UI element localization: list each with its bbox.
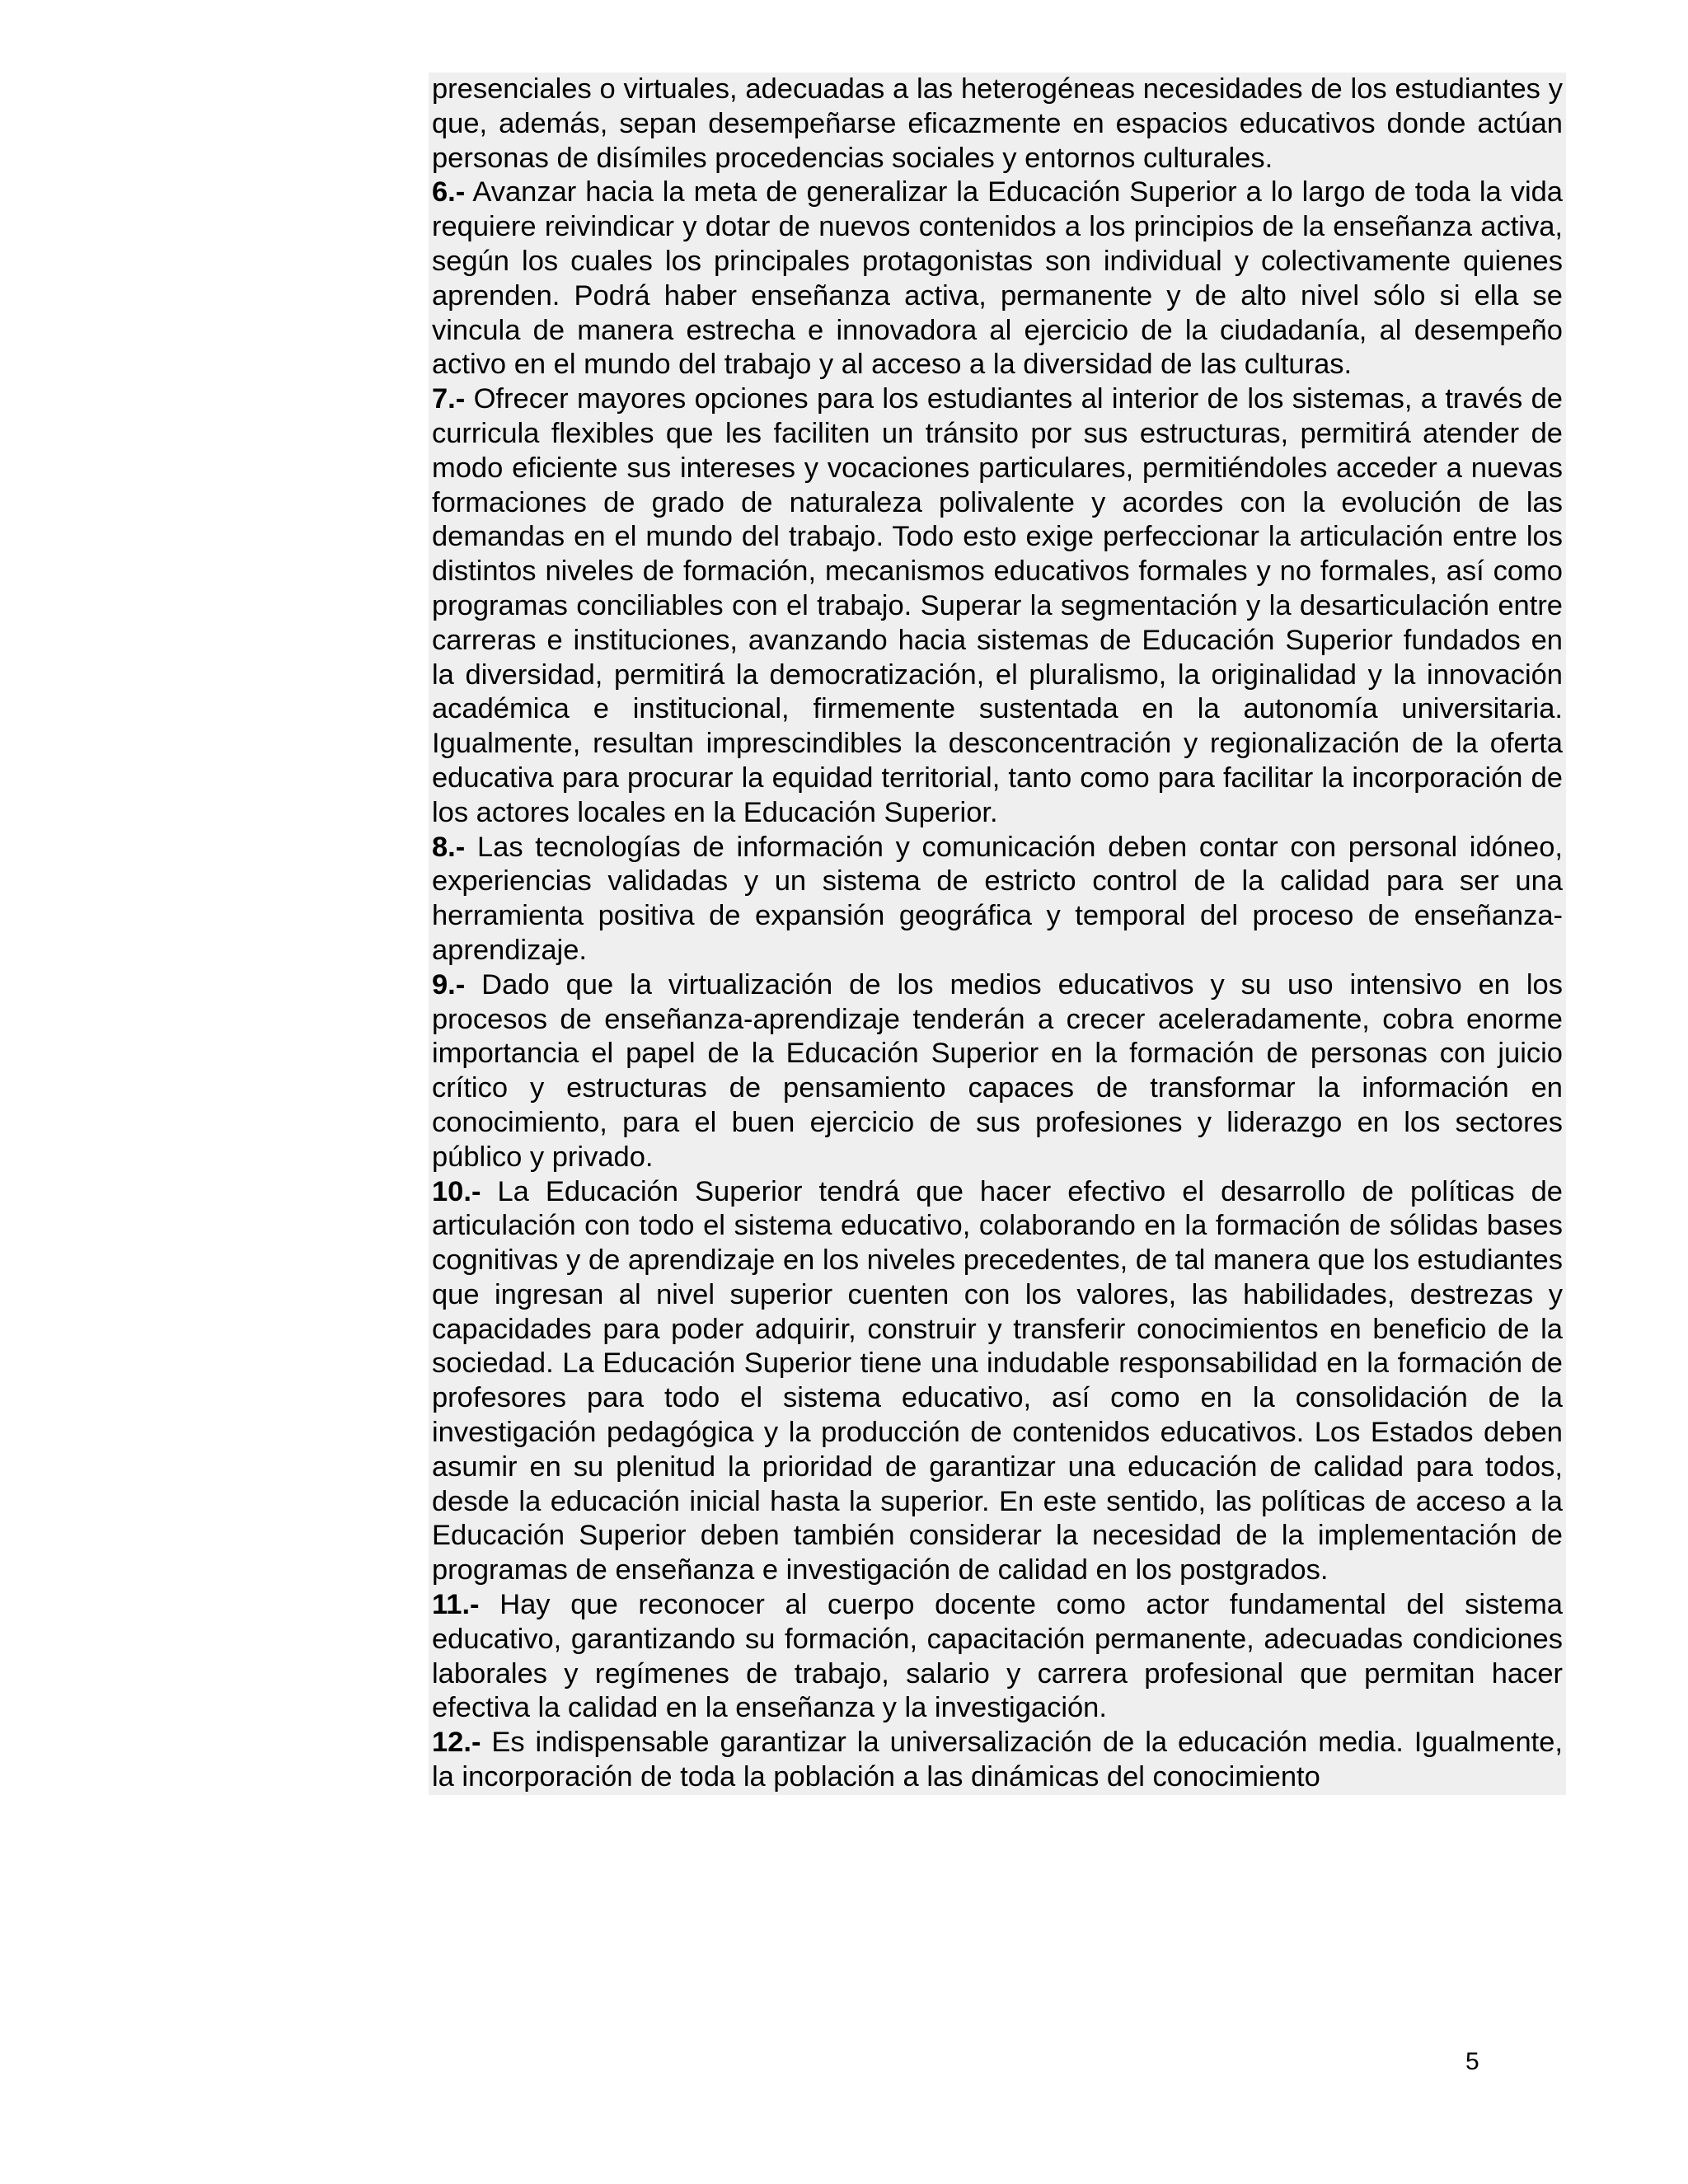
paragraph-number: 7.- (432, 383, 466, 415)
paragraph-10 (429, 1175, 1566, 1589)
paragraph-number: 11.- (432, 1589, 480, 1621)
paragraph-6 (429, 176, 1566, 382)
document-body (429, 73, 1566, 1795)
paragraph-text: Avanzar hacia la meta de generalizar la Educación Superior a lo largo de toda la vida requiere reivindicar y dotar de nuevos contenidos a los principios de la enseñanza activa, según los cuales los principales protagonistas son individual y colectivamente quienes aprenden. Podrá haber enseñanza activa, permanente y de alto nivel sólo si ella se vincula de manera estrecha e innovadora al ejercicio de la ciudadanía, al desempeño activo en el mundo del trabajo y al acceso a la diversidad de las culturas. (432, 176, 1563, 381)
paragraph-text: Ofrecer mayores opciones para los estudiantes al interior de los sistemas, a través de curricula flexibles que les faciliten un tránsito por sus estructuras, permitirá atender de modo eficiente sus intereses y vocaciones particulares, permitiéndoles acceder a nuevas formaciones de grado de naturaleza polivalente y acordes con la evolución de las demandas en el mundo del trabajo. Todo esto exige perfeccionar la articulación entre los distintos niveles de formación, mecanismos educativos formales y no formales, así como programas conciliables con el trabajo. Superar la segmentación y la desarticulación entre carreras e instituciones, avanzando hacia sistemas de Educación Superior fundados en la diversidad, permitirá la democratización, el pluralismo, la originalidad y la innovación académica e institucional, firmemente sustentada en la autonomía universitaria. Igualmente, resultan imprescindibles la desconcentración y regionalización de la oferta educativa para procurar la equidad territorial, tanto como para facilitar la incorporación de los actores locales en la Educación Superior. (432, 383, 1563, 828)
paragraph-number: 9.- (432, 968, 466, 1001)
paragraph-text: Es indispensable garantizar la universalización de la educación media. Igualmente, la incorporación de toda la población a las dinámicas del conocimiento (432, 1727, 1563, 1793)
paragraph-continuation (429, 73, 1566, 176)
paragraph-12 (429, 1726, 1566, 1795)
paragraph-7 (429, 382, 1566, 830)
paragraph-text: Las tecnologías de información y comunicación deben contar con personal idóneo, experiencias validadas y un sistema de estricto control de la calidad para ser una herramienta positiva de expansión geográfica y temporal del proceso de enseñanza- aprendizaje. (432, 831, 1563, 966)
paragraph-number: 12.- (432, 1727, 481, 1759)
paragraph-text: La Educación Superior tendrá que hacer efectivo el desarrollo de políticas de articulación con todo el sistema educativo, colaborando en la formación de sólidas bases cognitivas y de aprendizaje en los niveles precedentes, de tal manera que los estudiantes que ingresan al nivel superior cuenten con los valores, las habilidades, destrezas y capacidades para poder adquirir, construir y transferir conocimientos en beneficio de la sociedad. La Educación Superior tiene una indudable responsabilidad en la formación de profesores para todo el sistema educativo, así como en la consolidación de la investigación pedagógica y la producción de contenidos educativos. Los Estados deben asumir en su plenitud la prioridad de garantizar una educación de calidad para todos, desde la educación inicial hasta la superior. En este sentido, las políticas de acceso a la Educación Superior deben también considerar la necesidad de la implementación de programas de enseñanza e investigación de calidad en los postgrados. (432, 1175, 1563, 1586)
paragraph-number: 10.- (432, 1175, 481, 1207)
paragraph-text: presenciales o virtuales, adecuadas a las heterogéneas necesidades de los estudiantes y que, además, sepan desempeñarse eficazmente en espacios educativos donde actúan personas de disímiles procedencias sociales y entornos culturales. (432, 73, 1563, 174)
paragraph-11 (429, 1588, 1566, 1726)
paragraph-number: 8.- (432, 831, 466, 863)
paragraph-text: Dado que la virtualización de los medios educativos y su uso intensivo en los procesos de enseñanza-aprendizaje tenderán a crecer aceleradamente, cobra enorme importancia el papel de la Educación Superior en la formación de personas con juicio crítico y estructuras de pensamiento capaces de transformar la información en conocimiento, para el buen ejercicio de sus profesiones y liderazgo en los sectores público y privado. (432, 968, 1563, 1173)
paragraph-9 (429, 968, 1566, 1175)
paragraph-text: Hay que reconocer al cuerpo docente como actor fundamental del sistema educativo, garantizando su formación, capacitación permanente, adecuadas condiciones laborales y regímenes de trabajo, salario y carrera profesional que permitan hacer efectiva la calidad en la enseñanza y la investigación. (432, 1589, 1563, 1724)
page-number: 5 (1465, 2048, 1479, 2075)
paragraph-number: 6.- (432, 176, 466, 209)
paragraph-8 (429, 831, 1566, 968)
